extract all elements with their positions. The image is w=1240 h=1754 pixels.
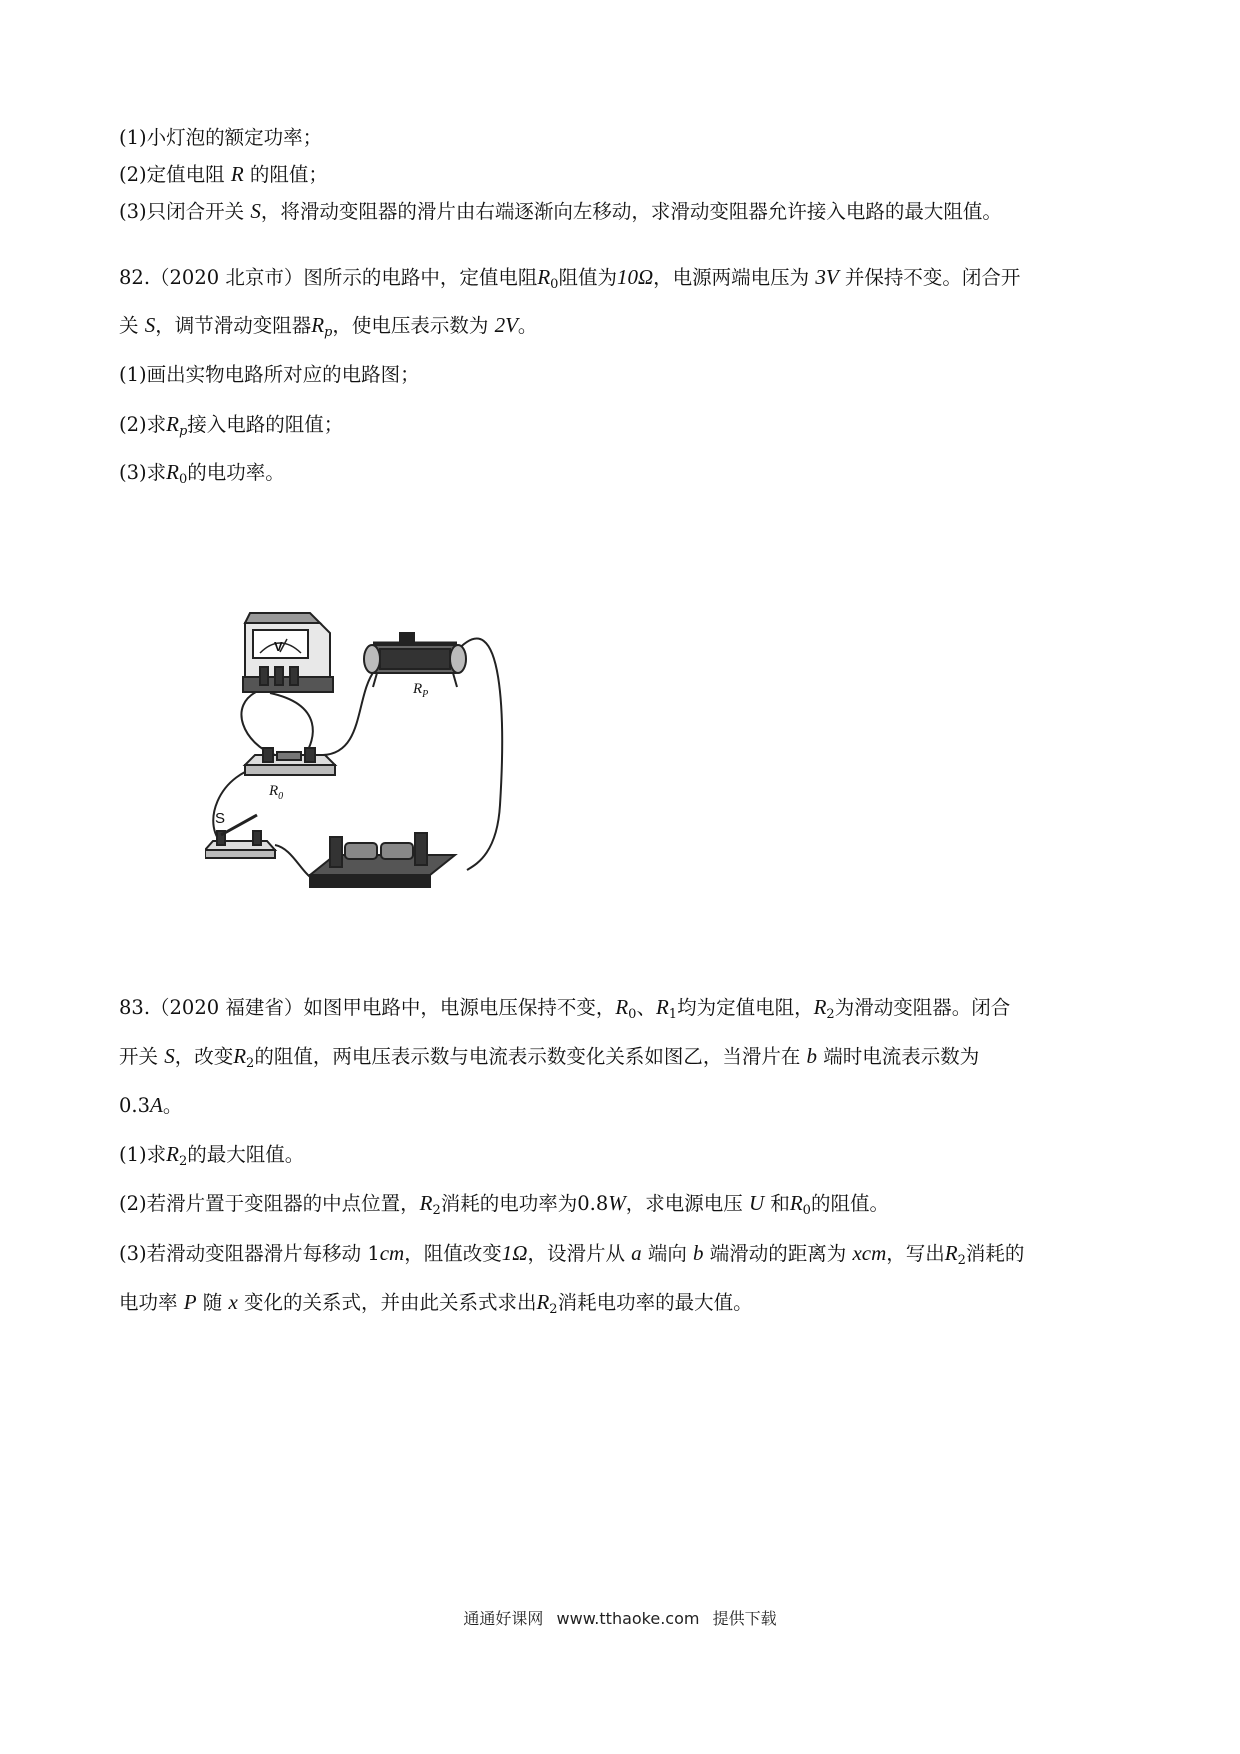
p83-line3: 0.3A。 [119,1093,183,1117]
p83-q1: (1)求$R_2$的最大阻值。 [119,1142,305,1169]
wire-voltmeter-r0-left [241,690,275,755]
wire-voltmeter-r0-right [270,693,313,755]
footer-note: 提供下载 [712,1609,777,1628]
p83-line1: 83.（2020 福建省）如图甲电路中，电源电压保持不变，$R_0$、$R_1$均为定值电阻，$R_2$为滑动变阻器。闭合 [119,995,1011,1022]
prev-q1: (1)小灯泡的额定功率； [119,126,323,149]
p83-q2: (2)若滑片置于变阻器的中点位置，$R_2$消耗的电功率为0.8W，求电源电压 U 和$R_0$的阻值。 [119,1191,889,1218]
resistor-r0-label: $R_0$ [269,783,284,802]
rheostat-label: $R_P$ [413,681,429,700]
prev-q2: (2)定值电阻 R 的阻值； [119,162,328,186]
p83-q3-line1: (3)若滑动变阻器滑片每移动 1cm，阻值改变1Ω，设滑片从 a 端向 b 端滑动的距离为 xcm，写出$R_2$消耗的 [119,1241,1025,1268]
page-footer [0,1606,1240,1629]
resistor-r0 [245,748,335,775]
p83-line2: 开关 S，改变$R_2$的阻值，两电压表示数与电流表示数变化关系如图乙，当滑片在 b 端时电流表示数为 [119,1044,980,1071]
circuit-figure [205,605,560,905]
p83-q3-line2: 电功率 P 随 x 变化的关系式，并由此关系式求出$R_2$消耗电功率的最大值。 [119,1290,753,1317]
voltmeter-label: V [274,639,283,654]
prev-q3: (3)只闭合开关 S，将滑动变阻器的滑片由右端逐渐向左移动，求滑动变阻器允许接入电路的最大阻值。 [119,199,1002,223]
voltmeter [243,613,333,692]
p82-q1: (1)画出实物电路所对应的电路图； [119,363,420,386]
switch-label: S [215,810,226,827]
battery-holder [310,833,455,887]
p82-q3: (3)求$R_0$的电功率。 [119,460,285,487]
wire-rp-battery [455,639,502,870]
footer-site: 通通好课网 [463,1609,544,1628]
p82-line2: 关 S，调节滑动变阻器$R_p$，使电压表示数为 2V。 [119,313,538,340]
footer-url[interactable]: www.tthaoke.com [556,1609,700,1628]
p82-q2: (2)求$R_p$接入电路的阻值； [119,412,344,439]
p82-line1: 82.（2020 北京市）图所示的电路中，定值电阻$R_0$阻值为10Ω，电源两端电压为 3V 并保持不变。闭合开 [119,265,1021,292]
rheostat [364,633,466,687]
